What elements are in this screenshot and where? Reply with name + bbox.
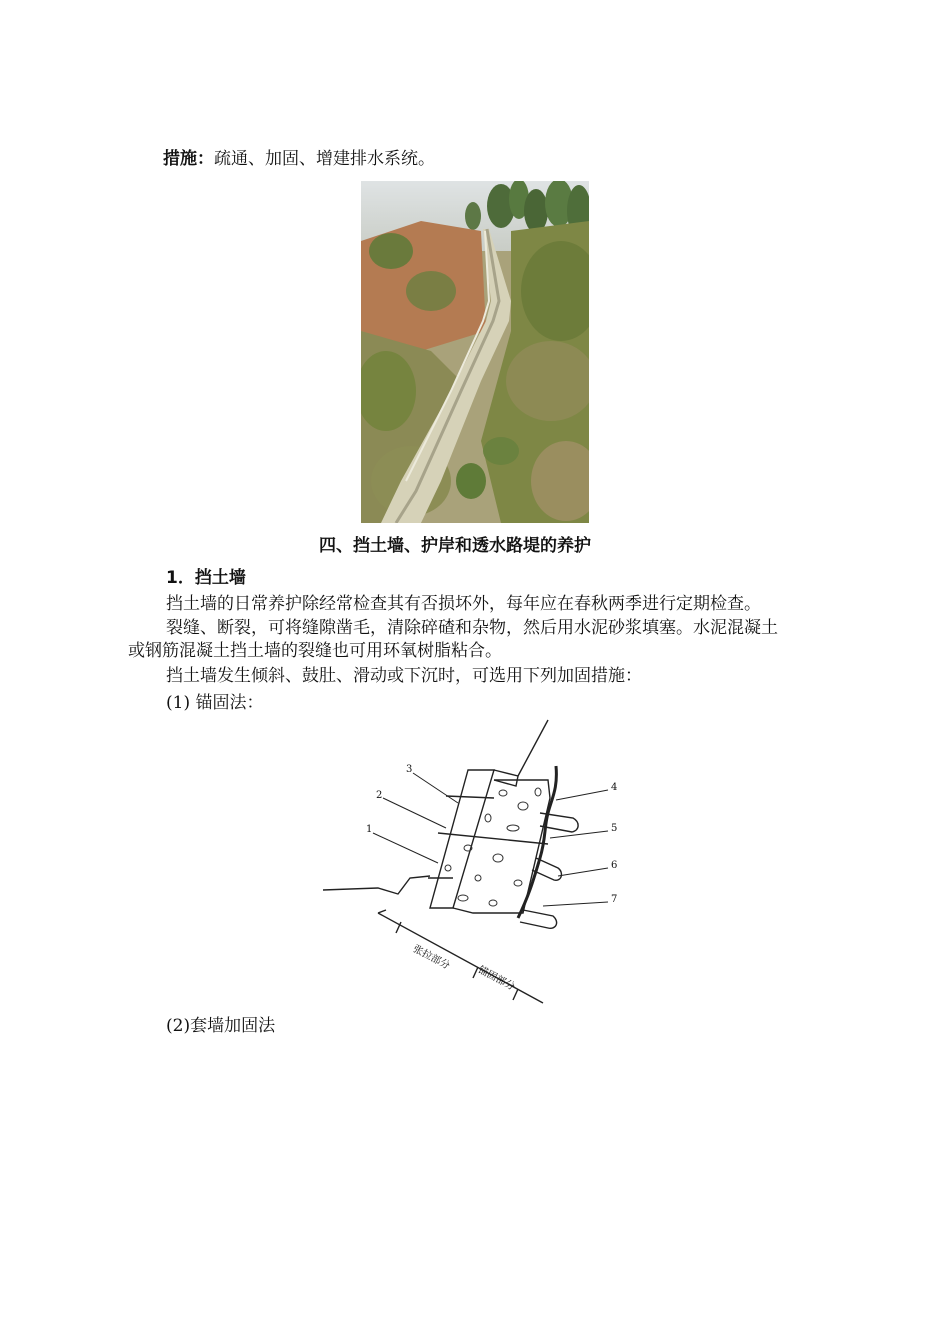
anchoring-method-diagram [318, 718, 628, 1010]
method-2-label: (2)套墙加固法 [166, 1016, 276, 1036]
diagram-label-anchor: 锚固部分 [475, 964, 517, 994]
diagram-number-5: 5 [611, 823, 618, 834]
paragraph-2-line-1: 裂缝、断裂，可将缝隙凿毛，清除碎碴和杂物，然后用水泥砂浆填塞。水泥混凝土 [166, 618, 778, 638]
diagram-number-1: 1 [366, 824, 373, 835]
diagram-number-6: 6 [611, 860, 618, 871]
diagram-number-7: 7 [611, 894, 618, 905]
paragraph-2-line-2: 或钢筋混凝土挡土墙的裂缝也可用环氧树脂粘合。 [128, 641, 502, 661]
diagram-label-tension: 张拉部分 [410, 943, 452, 973]
measures-label: 措施： [163, 149, 214, 169]
measures-text: 疏通、加固、增建排水系统。 [214, 149, 435, 169]
subheading: 1．挡土墙 [166, 568, 246, 588]
method-1-label: (1) 锚固法： [166, 693, 264, 713]
drainage-channel-photo [361, 181, 589, 523]
measures-line [163, 148, 435, 170]
section-heading: 四、挡土墙、护岸和透水路堤的养护 [319, 536, 591, 556]
diagram-number-3: 3 [406, 764, 413, 775]
paragraph-3: 挡土墙发生倾斜、鼓肚、滑动或下沉时，可选用下列加固措施： [166, 666, 642, 686]
diagram-number-4: 4 [611, 782, 618, 793]
paragraph-1: 挡土墙的日常养护除经常检查其有否损坏外，每年应在春秋两季进行定期检查。 [166, 594, 761, 614]
diagram-number-2: 2 [376, 790, 383, 801]
